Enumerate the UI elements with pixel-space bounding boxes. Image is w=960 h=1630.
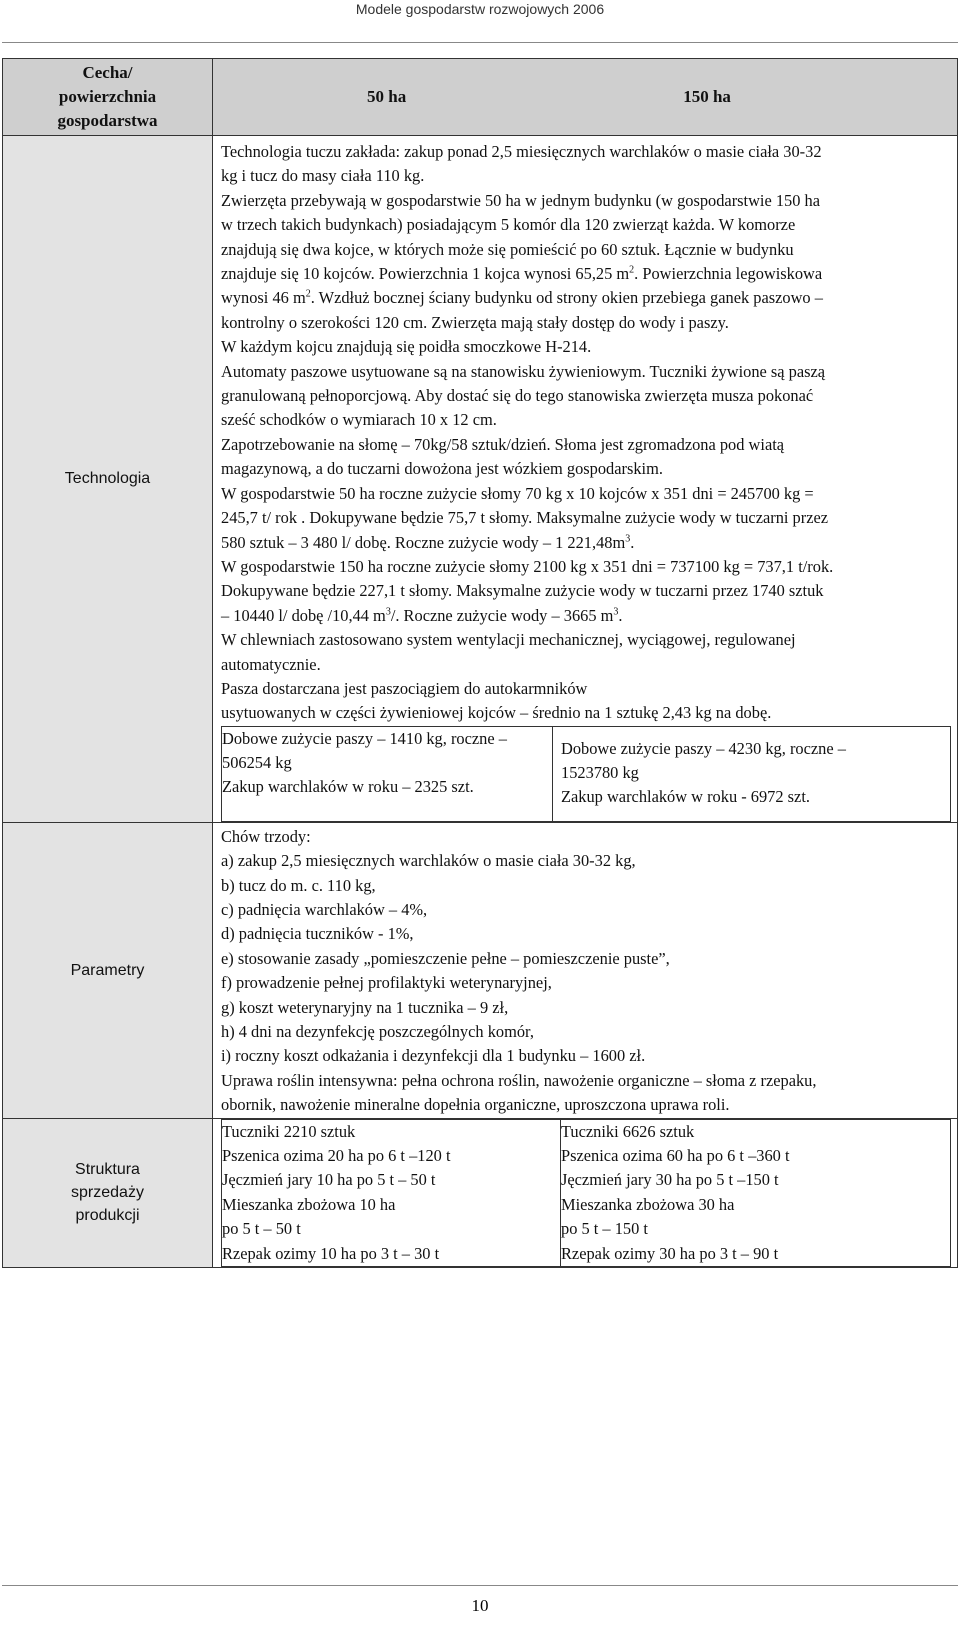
- header-left-cell: [3, 59, 213, 136]
- struktura-150ha: [561, 1119, 951, 1266]
- text-line: obornik, nawożenie mineralne dopełnia organiczne, uproszczona uprawa roli.: [221, 1095, 730, 1115]
- text-line: znajduje się 10 kojców. Powierzchnia 1 kojca wynosi 65,25 $m^2$. Powierzchnia legowiskowa: [221, 264, 823, 284]
- text-line: Pszenica ozima 20 ha po 6 t –120 t: [222, 1146, 451, 1166]
- text-line: h) 4 dni na dezynfekcję poszczególnych komór,: [221, 1022, 534, 1041]
- col-150-header: 150 ha: [683, 87, 731, 106]
- header-left-line: Cecha/: [82, 63, 133, 82]
- text-line: usytuowanych w części żywieniowej kojców – średnio na 1 sztukę 2,43 kg na dobę.: [221, 703, 772, 723]
- text-line: g) koszt weterynaryjny na 1 tucznika – 9 zł,: [221, 997, 509, 1017]
- text-line: wynosi 46 $m^2$. Wzdłuż bocznej ściany budynku od strony okien przebiega ganek paszowo –: [221, 288, 823, 308]
- text-line: 506254 kg: [222, 752, 292, 772]
- label-line: Struktura: [75, 1161, 140, 1179]
- header-rule: [2, 42, 958, 43]
- text-line: Zakup warchlaków w roku - 6972 szt.: [561, 786, 810, 806]
- feed-50ha: [222, 726, 553, 821]
- parametry-row: [3, 822, 958, 1118]
- text-line: 580 sztuk – 3 480 l/ dobę. Roczne zużycie wody – 1 $221,48m^3$.: [221, 532, 635, 552]
- struktura-grid: [221, 1119, 951, 1267]
- text-line: a) zakup 2,5 miesięcznych warchlaków o masie ciała 30-32 kg,: [221, 851, 636, 871]
- text-line: d) padnięcia tuczników - 1%,: [221, 924, 414, 944]
- label-line: sprzedaży: [71, 1184, 144, 1202]
- technologia-row: [3, 136, 958, 823]
- struktura-label: [3, 1118, 213, 1267]
- header-row: [3, 59, 958, 136]
- text-line: – 10440 l/ dobę /10,44 $m^3/$. Roczne zużycie wody – 3665 $m^3$.: [221, 605, 623, 625]
- feed-split: [221, 726, 951, 822]
- text-line: sześć schodków o wymiarach 10 x 12 cm.: [221, 410, 497, 430]
- text-line: Zapotrzebowanie na słomę – 70kg/58 sztuk/dzień. Słoma jest zgromadzona pod wiatą: [221, 434, 785, 454]
- text-line: Dokupywane będzie 227,1 t słomy. Maksymalne zużycie wody w tuczarni przez 1740 sztuk: [221, 581, 824, 601]
- text-line: f) prowadzenie pełnej profilaktyki weterynaryjnej,: [221, 973, 552, 993]
- running-head: Modele gospodarstw rozwojowych 2006: [355, 1, 605, 17]
- header-left-line: gospodarstwa: [57, 111, 158, 130]
- text-line: W chlewniach zastosowano system wentylacji mechanicznej, wyciągowej, regulowanej: [221, 630, 796, 650]
- header-right-cell: [213, 59, 958, 136]
- text-line: Mieszanka zbożowa 30 ha: [561, 1194, 735, 1214]
- text-line: Pasza dostarczana jest paszociągiem do autokarmników: [221, 678, 588, 698]
- text-line: Uprawa roślin intensywna: pełna ochrona roślin, nawożenie organiczne – słoma z rzepaku,: [221, 1070, 817, 1090]
- text-line: W każdym kojcu znajdują się poidła smoczkowe H-214.: [221, 337, 592, 357]
- text-line: Tuczniki 2210 sztuk: [222, 1121, 356, 1141]
- model-table: [2, 58, 958, 1268]
- text-line: c) padnięcia warchlaków – 4%,: [221, 899, 428, 919]
- text-line: Tuczniki 6626 sztuk: [561, 1121, 695, 1141]
- text-line: Chów trzody:: [221, 826, 311, 846]
- text-line: kg i tucz do masy ciała 110 kg.: [221, 166, 425, 186]
- header-left-line: powierzchnia: [58, 87, 157, 106]
- technologia-label: Technologia: [3, 136, 213, 823]
- text-line: Rzepak ozimy 10 ha po 3 t – 30 t: [222, 1243, 440, 1263]
- text-line: Jęczmień jary 30 ha po 5 t –150 t: [561, 1170, 779, 1190]
- text-line: Mieszanka zbożowa 10 ha: [222, 1194, 396, 1214]
- text-line: Dobowe zużycie paszy – 1410 kg, roczne –: [222, 728, 507, 748]
- page-number: 10: [471, 1596, 489, 1615]
- text-line: W gospodarstwie 150 ha roczne zużycie słomy 2100 kg x 351 dni = 737100 kg = 737,1 t/rok.: [221, 556, 834, 576]
- parametry-label: Parametry: [3, 822, 213, 1118]
- text-line: Technologia tuczu zakłada: zakup ponad 2,5 miesięcznych warchlaków o masie ciała 30-32: [221, 142, 822, 161]
- text-line: po 5 t – 50 t: [222, 1219, 301, 1239]
- text-line: znajdują się dwa kojce, w których może się pomieścić po 60 sztuk. Łącznie w budynku: [221, 239, 794, 259]
- struktura-50ha: [222, 1119, 561, 1266]
- feed-150ha: [553, 726, 951, 821]
- label-line: produkcji: [75, 1207, 140, 1225]
- text-line: i) roczny koszt odkażania i dezynfekcji dla 1 budynku – 1600 zł.: [221, 1046, 646, 1066]
- text-line: Automaty paszowe usytuowane są na stanowisku żywieniowym. Tuczniki żywione są paszą: [221, 361, 826, 381]
- text-line: magazynową, a do tuczarni dowożona jest wózkiem gospodarskim.: [221, 459, 663, 479]
- text-line: Rzepak ozimy 30 ha po 3 t – 90 t: [561, 1243, 779, 1263]
- text-line: Zwierzęta przebywają w gospodarstwie 50 ha w jednym budynku (w gospodarstwie 150 ha: [221, 190, 821, 210]
- text-line: W gospodarstwie 50 ha roczne zużycie słomy 70 kg x 10 kojców x 351 dni = 245700 kg =: [221, 483, 814, 503]
- text-line: Zakup warchlaków w roku – 2325 szt.: [222, 776, 474, 796]
- text-line: kontrolny o szerokości 120 cm. Zwierzęta mają stały dostęp do wody i paszy.: [221, 312, 729, 332]
- text-line: granulowaną pełnoporcjową. Aby dostać się do tego stanowiska zwierzęta musza pokonać: [221, 386, 814, 406]
- text-line: Jęczmień jary 10 ha po 5 t – 50 t: [222, 1170, 436, 1190]
- text-line: po 5 t – 150 t: [561, 1219, 648, 1239]
- parametry-content: [213, 822, 958, 1118]
- text-line: Dobowe zużycie paszy – 4230 kg, roczne –: [561, 738, 846, 758]
- text-line: 245,7 t/ rok . Dokupywane będzie 75,7 t słomy. Maksymalne zużycie wody w tuczarni przez: [221, 508, 829, 528]
- text-line: automatycznie.: [221, 654, 321, 674]
- technologia-content: [213, 136, 958, 823]
- text-line: 1523780 kg: [561, 762, 639, 782]
- struktura-content: [213, 1118, 958, 1267]
- text-line: b) tucz do m. c. 110 kg,: [221, 875, 376, 895]
- footer-rule: [2, 1585, 958, 1586]
- col-50-header: 50 ha: [367, 87, 407, 106]
- struktura-row: [3, 1118, 958, 1267]
- text-line: Pszenica ozima 60 ha po 6 t –360 t: [561, 1146, 790, 1166]
- text-line: w trzech takich budynkach) posiadającym 5 komór dla 120 zwierząt każda. W komorze: [221, 215, 796, 235]
- text-line: e) stosowanie zasady „pomieszczenie pełne – pomieszczenie puste”,: [221, 948, 670, 968]
